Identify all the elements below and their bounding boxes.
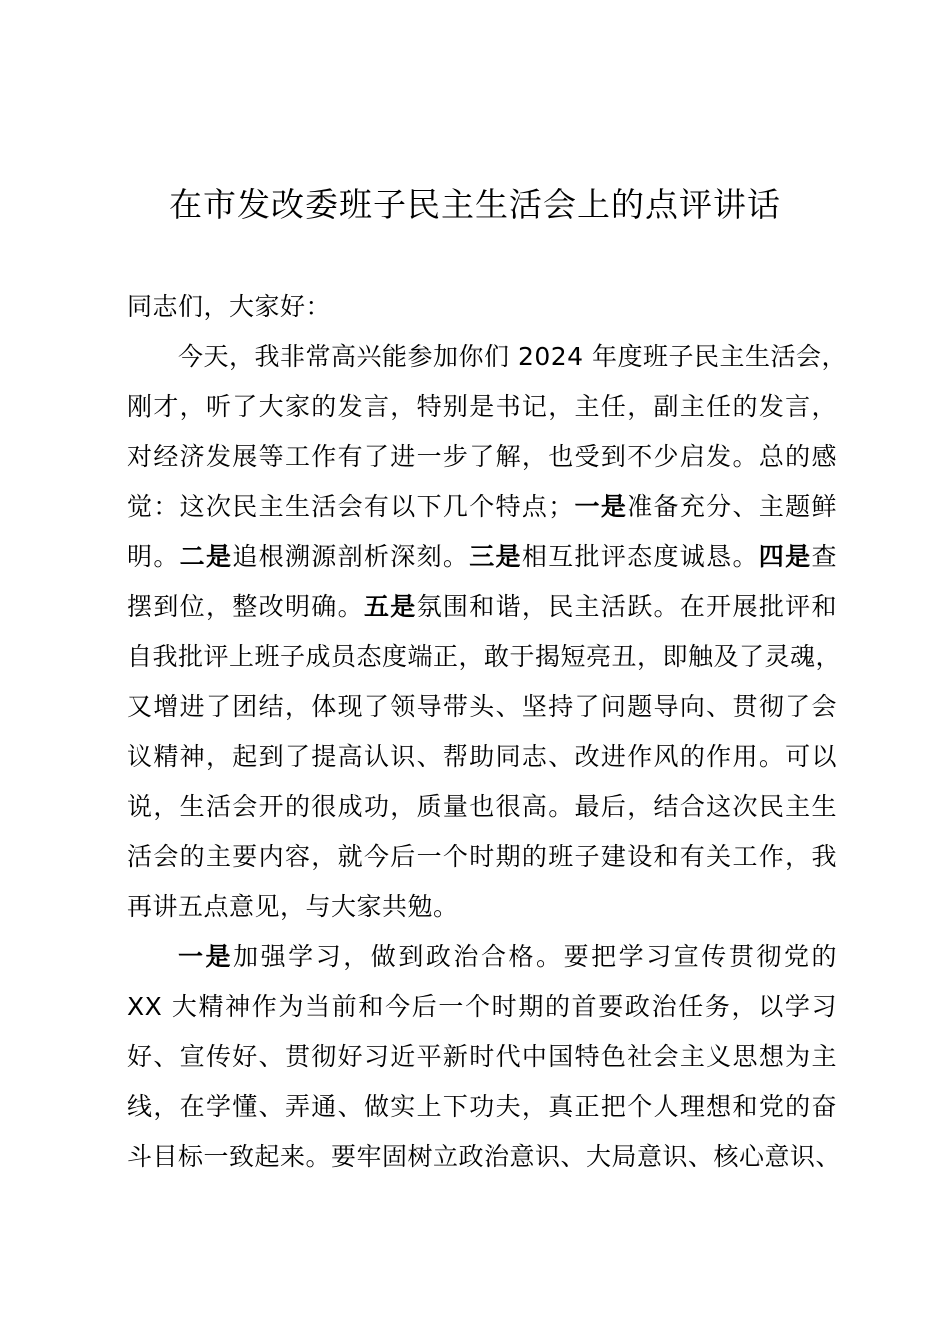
document-title: 在市发改委班子民主生活会上的点评讲话 bbox=[169, 185, 781, 224]
paragraph-line bbox=[127, 582, 837, 632]
text-run: 明。 bbox=[127, 542, 180, 571]
paragraph-line: 自我批评上班子成员态度端正，敢于揭短亮丑，即触及了灵魂， bbox=[127, 642, 842, 671]
paragraph-line: 又增进了团结，体现了领导带头、坚持了问题导向、贯彻了会 bbox=[127, 692, 837, 721]
paragraph-line: 好、宣传好、贯彻好习近平新时代中国特色社会主义思想为主 bbox=[127, 1042, 837, 1071]
paragraph-1 bbox=[127, 332, 848, 932]
text-run: 相互批评态度诚恳。 bbox=[521, 542, 759, 571]
bold-marker: 四是 bbox=[758, 542, 812, 571]
paragraph-line: 议精神，起到了提高认识、帮助同志、改进作风的作用。可以 bbox=[127, 742, 837, 771]
text-run: 摆到位，整改明确。 bbox=[127, 592, 364, 621]
bold-marker: 二是 bbox=[179, 542, 233, 571]
paragraph-line: 刚才，听了大家的发言，特别是书记，主任，副主任的发言， bbox=[127, 392, 837, 421]
paragraph-line: XX 大精神作为当前和今后一个时期的首要政治任务，以学习 bbox=[127, 992, 837, 1021]
text-run: 查 bbox=[811, 542, 837, 571]
bold-marker: 一是 bbox=[178, 942, 234, 971]
bold-marker: 三是 bbox=[469, 542, 522, 571]
paragraph-line bbox=[127, 932, 837, 982]
paragraph-line: 今天，我非常高兴能参加你们 2024 年度班子民主生活会， bbox=[178, 342, 848, 371]
bold-marker: 五是 bbox=[363, 592, 417, 621]
salutation: 同志们，大家好： bbox=[127, 292, 332, 321]
paragraph-line: 线，在学懂、弄通、做实上下功夫，真正把个人理想和党的奋 bbox=[127, 1092, 837, 1121]
paragraph-line: 活会的主要内容，就今后一个时期的班子建设和有关工作，我 bbox=[127, 842, 837, 871]
document-body bbox=[127, 282, 848, 1182]
text-run: 觉：这次民主生活会有以下几个特点； bbox=[127, 492, 574, 521]
bold-marker: 一是 bbox=[573, 492, 628, 521]
text-run: 追根溯源剖析深刻。 bbox=[232, 542, 470, 571]
paragraph-line: 再讲五点意见，与大家共勉。 bbox=[127, 892, 459, 921]
paragraph-line: 斗目标一致起来。要牢固树立政治意识、大局意识、核心意识、 bbox=[127, 1142, 842, 1171]
paragraph-line: 对经济发展等工作有了进一步了解，也受到不少启发。总的感 bbox=[127, 442, 837, 471]
text-run: 准备充分、主题鲜 bbox=[627, 492, 837, 521]
text-run: 加强学习，做到政治合格。要把学习宣传贯彻党的 bbox=[233, 942, 837, 971]
paragraph-line bbox=[127, 482, 837, 532]
paragraph-line: 说，生活会开的很成功，质量也很高。最后，结合这次民主生 bbox=[127, 792, 837, 821]
paragraph-line bbox=[127, 532, 837, 582]
text-run: 氛围和谐，民主活跃。在开展批评和 bbox=[416, 592, 837, 621]
paragraph-2 bbox=[127, 932, 842, 1182]
